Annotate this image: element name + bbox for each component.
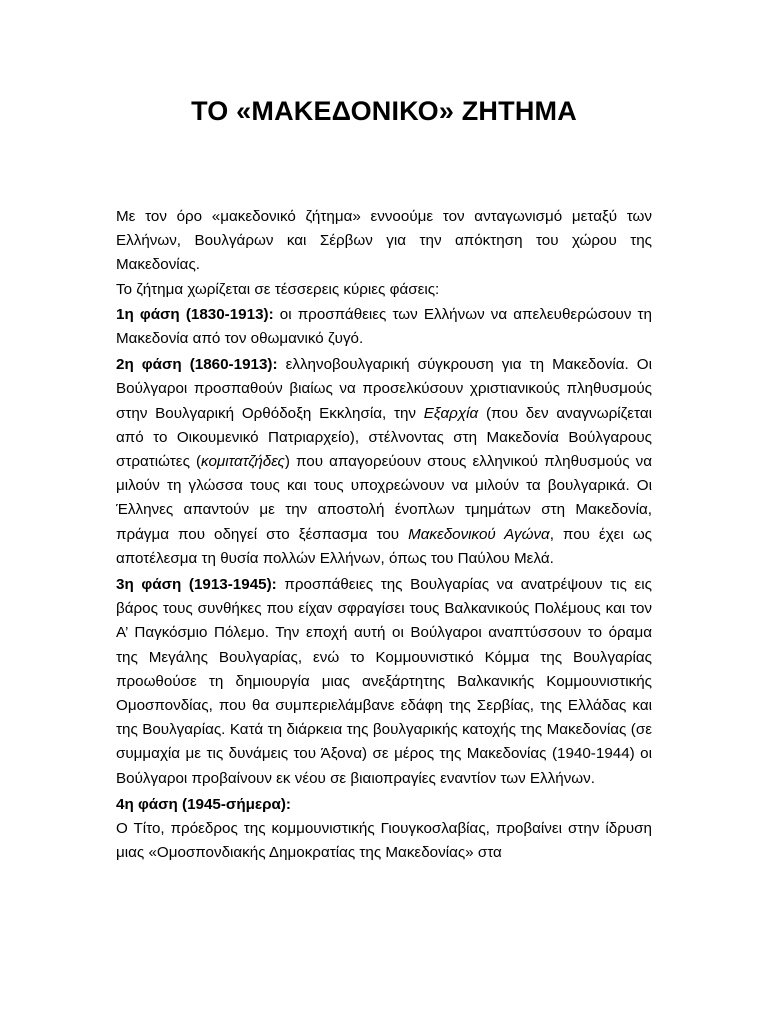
phase-1-text: οι προσπάθειες των Ελλήνων να απελευθερώσουν τη Μακεδονία από τον οθωμανικό ζυγό. — [116, 305, 652, 348]
document-body — [116, 205, 652, 865]
phase-2-text-4: , που έχει ως αποτέλεσμα τη θυσία πολλών Ελλήνων, όπως του Παύλου Μελά. — [116, 525, 652, 567]
phase-1-paragraph — [116, 303, 652, 351]
phase-4-label: 4η φάση (1945-σήμερα): — [116, 795, 291, 813]
phase-2-text-3: ) που απαγορεύουν στους ελληνικού πληθυσμούς να μιλούν τη γλώσσα τους και τους υποχρεώνουν να μιλούν τα βουλγαρικά. Οι Έλληνες απαντούν με την αποστολή ένοπλων τμημάτων στη Μακεδονία, πράγμα που οδηγεί στο ξέσπασμα του — [116, 453, 652, 543]
phase-3-paragraph — [116, 573, 652, 791]
phase-4-paragraph: Ο Τίτο, πρόεδρος της κομμουνιστικής Γιουγκοσλαβίας, προβαίνει στην ίδρυση μιας «Ομοσπονδιακής Δημοκρατίας της Μακεδονίας» στα — [116, 820, 652, 862]
phase-4-heading — [116, 793, 652, 817]
phase-2-komitadji-term: κομιτατζήδες — [201, 453, 285, 471]
phase-2-text-2: (που δεν αναγνωρίζεται από το Οικουμενικό Πατριαρχείο), στέλνοντας στη Μακεδονία Βούλγαρους στρατιώτες ( — [116, 404, 652, 471]
phase-2-macedonian-struggle-term: Μακεδονικού Αγώνα — [408, 525, 550, 543]
phase-2-paragraph — [116, 353, 652, 571]
phase-3-text: προσπάθειες της Βουλγαρίας να ανατρέψουν τις εις βάρος τους συνθήκες που είχαν σφραγίσει τους Βαλκανικούς Πολέμους και τον Α’ Παγκόσμιο Πόλεμο. Την εποχή αυτή οι Βούλγαροι αναπτύσσουν το όραμα της Μεγάλης Βουλγαρίας, ενώ το Κομμουνιστικό Κόμμα της Βουλγαρίας προωθούσε τη δημιουργία μιας ανεξάρτητης Βαλκανικής Κομμουνιστικής Ομοσπονδίας, που θα συμπεριελάμβανε εδάφη της Σερβίας, της Ελλάδας και της Βουλγαρίας. Κατά τη διάρκεια της βουλγαρικής κατοχής της Μακεδονίας (σε συμμαχία με τις δυνάμεις του Άξονα) σε μέρος της Μακεδονίας (1940-1944) οι Βούλγαροι προβαίνουν εκ νέου σε βιαιοπραγίες εναντίον των Ελλήνων. — [116, 576, 652, 787]
phase-1-label: 1η φάση (1830-1913): — [116, 305, 274, 323]
phase-2-exarchia-term: Εξαρχία — [423, 404, 479, 422]
intro-paragraph: Με τον όρο «μακεδονικό ζήτημα» εννοούμε τον ανταγωνισμό μεταξύ των Ελλήνων, Βουλγάρων και Σέρβων για την απόκτηση του χώρου της Μακεδονίας. — [116, 208, 652, 274]
phase-2-label: 2η φάση (1860-1913): — [116, 356, 278, 374]
phase-2-text-1: ελληνοβουλγαρική σύγκρουση για τη Μακεδονία. Οι Βούλγαροι προσπαθούν βιαίως να προσελκύσουν χριστιανικούς πληθυσμούς στην Βουλγαρική Ορθόδοξη Εκκλησία, την — [116, 356, 652, 422]
phase-3-label: 3η φάση (1913-1945): — [116, 576, 277, 594]
phases-intro-paragraph: Το ζήτημα χωρίζεται σε τέσσερεις κύριες φάσεις: — [116, 280, 440, 298]
document-title: ΤΟ «ΜΑΚΕΔΟΝΙΚΟ» ΖΗΤΗΜΑ — [191, 96, 577, 126]
